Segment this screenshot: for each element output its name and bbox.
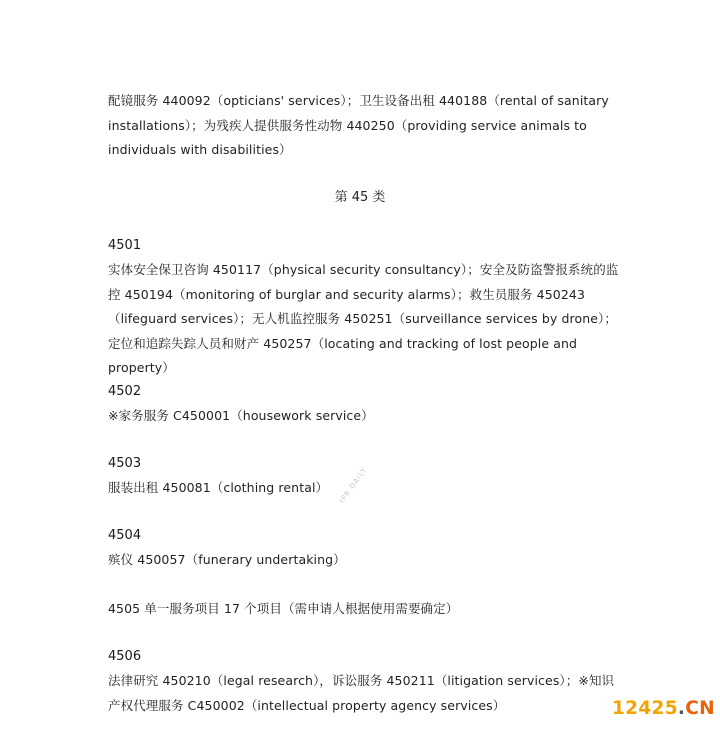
- group-text-4504: 殡仪 450057（funerary undertaking）: [108, 552, 346, 567]
- group-text-4502: ※家务服务 C450001（housework service）: [108, 408, 374, 423]
- group-text-4501: 实体安全保卫咨询 450117（physical security consultancy）；安全及防盗警报系统的监控 450194（monitoring of burglar and security alarms）；救生员服务 450243（lifeguard services）；无人机监控服务 450251（surveillance services by drone）；定位和追踪失踪人员和财产 450257（locating and tracking of lost people and property）: [108, 262, 619, 375]
- intro-paragraph: 配镜服务 440092（opticians' services）；卫生设备出租 440188（rental of sanitary installations）；为残疾人提供服务性动物 440250（providing service animals to individuals with disabilities）: [108, 93, 609, 157]
- group-code-4506: 4506: [108, 649, 142, 664]
- site-logo-number: 12425: [612, 698, 678, 719]
- class-heading: 第 45 类: [334, 190, 386, 205]
- group-code-4504: 4504: [108, 528, 142, 543]
- site-logo: [612, 698, 715, 720]
- group-text-4503: 服装出租 450081（clothing rental）: [108, 480, 329, 495]
- group-code-4502: 4502: [108, 384, 142, 399]
- group-code-4503: 4503: [108, 456, 142, 471]
- watermark: IPR DAILY: [338, 465, 369, 505]
- group-code-4501: 4501: [108, 238, 142, 253]
- group-text-4505: 4505 单一服务项目 17 个项目（需申请人根据使用需要确定）: [108, 601, 459, 616]
- site-logo-dot: .: [677, 698, 686, 719]
- site-logo-tld: CN: [685, 698, 715, 719]
- group-text-4506: 法律研究 450210（legal research），诉讼服务 450211（litigation services）；※知识产权代理服务 C450002（intellectual property agency services）: [108, 673, 615, 713]
